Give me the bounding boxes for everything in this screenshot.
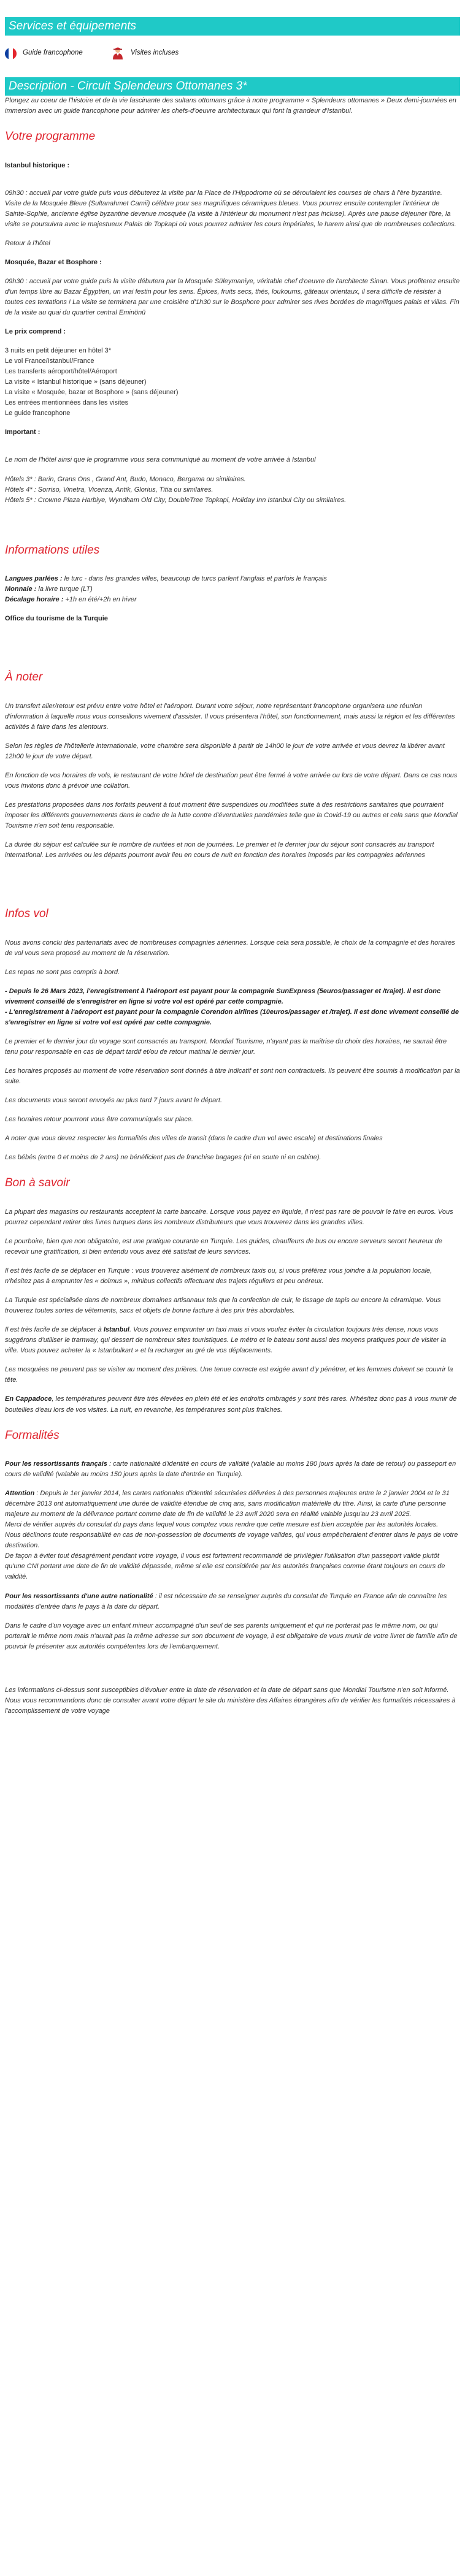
- tip-text: . Vous pouvez emprunter un taxi mais si vous voulez éviter la circulation toujours très dense, nous vous suggérons d'utiliser le tramway, qui dessert de nombreux sites touristiques. Le métro et le bateau sont aussi des moyens pratiques pour de visiter la ville. Vous pouvez acheter la « Istanbulkart » et la recharger au gré de vos déplacements.: [5, 1326, 447, 1355]
- service-label: Guide francophone: [23, 49, 83, 57]
- description-content: [0, 96, 465, 1717]
- include-item: La visite « Istanbul historique » (sans déjeuner): [5, 378, 147, 386]
- france-flag-icon: [5, 48, 17, 59]
- hotels-list: [5, 474, 460, 506]
- programme-title: Votre programme: [5, 130, 96, 143]
- hotel-line: Hôtels 3* : Barin, Grans Ons , Grand Ant, Budo, Monaco, Bergama ou similaires.: [5, 475, 246, 483]
- formality-label: Pour les ressortissants français: [5, 1460, 107, 1468]
- info-timezone: [5, 595, 460, 605]
- services-header: Services et équipements: [5, 17, 460, 36]
- hotel-line: Hôtels 4* : Sorriso, Vinetra, Vicenza, Antik, Glorius, Titia ou similaires.: [5, 486, 213, 493]
- tourism-office: Office du tourisme de la Turquie: [5, 615, 108, 623]
- return-text: Retour à l'hôtel: [5, 239, 50, 247]
- info-value: le turc - dans les grandes villes, beaucoup de turcs parlent l'anglais et parfois le français: [62, 575, 327, 583]
- tip-paragraph: Les mosquées ne peuvent pas se visiter au moment des prières. Une tenue correcte est exigée avant d'y pénétrer, et les femmes doivent se couvrir la tête.: [5, 1366, 453, 1384]
- tour-guide-icon: [111, 47, 125, 60]
- formality-other: [5, 1591, 460, 1612]
- formality-attention: [5, 1488, 460, 1582]
- formality-label: Attention: [5, 1490, 35, 1498]
- tip-paragraph-cappadoce: [5, 1394, 460, 1415]
- service-label: Visites incluses: [130, 49, 179, 57]
- include-item: Le vol France/Istanbul/France: [5, 357, 94, 365]
- attention-line: Nous déclinons toute responsabilité en cas de non-possession de documents de voyage valides, qui vous empêcheraient d'entrer dans le pays de votre destination.: [5, 1531, 458, 1550]
- informations-list: [5, 574, 460, 605]
- intro-text: Plongez au coeur de l'histoire et de la vie fascinante des sultans ottomans grâce à notre programme « Splendeurs ottomanes » Deux demi-journées en immersion avec un guide francophone pour admirer les chefs-d'oeuvre architecturaux qui font la grandeur d'Istanbul.: [5, 97, 456, 115]
- attention-line: Merci de vérifier auprès du consulat du pays dans lequel vous comptez vous rendre que cette mesure est bien acceptée par les autorités locales.: [5, 1521, 439, 1529]
- flight-paragraph: A noter que vous devez respecter les formalités des villes de transit (dans le cadre d'un vol avec escale) et destinations finales: [5, 1135, 383, 1143]
- formality-text: : il est nécessaire de se renseigner auprès du consulat de Turquie en France afin de connaître les modalités d'entrée dans le pays à la date du départ.: [5, 1592, 447, 1610]
- info-currency: [5, 584, 460, 595]
- note-paragraph: Les prestations proposées dans nos forfaits peuvent à tout moment être suspendues ou modifiées suite à des restrictions sanitaires que pourraient imposer les différents gouvernements dans le cadre de la lutte contre d'éventuelles pandémies telle que la Covid-19 ou autres et cela sans que Mondial Tourisme n'en soit tenu responsable.: [5, 801, 458, 830]
- important-title: Important :: [5, 429, 40, 436]
- checkin-warning: - L'enregistrement à l'aéroport est payant pour la compagnie Corendon airlines (10euros/passager et /trajet). Il est donc vivement conseillé de s'enregistrer en ligne si votre vol est opéré par cette compagnie.: [5, 1008, 459, 1026]
- flight-paragraph: Les horaires retour pourront vous être communiqués sur place.: [5, 1116, 193, 1124]
- infos-vol-title: Infos vol: [5, 907, 48, 921]
- description-header: Description - Circuit Splendeurs Ottomanes 3*: [5, 77, 460, 96]
- formality-french: [5, 1459, 460, 1480]
- tip-text: Il est très facile de se déplacer à: [5, 1326, 104, 1334]
- include-item: Le guide francophone: [5, 410, 71, 417]
- include-item: 3 nuits en petit déjeuner en hôtel 3*: [5, 347, 112, 355]
- tip-text: , les températures peuvent être très élevées en plein été et les endroits ombragés y sont très rares. N'hésitez donc pas à vous munir de bouteilles d'eau lors de vos visites. La nuit, en revanche, les températures sont plus fraîches.: [5, 1395, 457, 1414]
- flight-paragraph: Les repas ne sont pas compris à bord.: [5, 968, 120, 976]
- flight-paragraph: Le premier et le dernier jour du voyage sont consacrés au transport. Mondial Tourisme, n'ayant pas la maîtrise du choix des horaires, ne saurait être tenu pour responsable en cas de départ tardif et/ou de retour matinal le dernier jour.: [5, 1038, 447, 1056]
- tip-bold: Istanbul: [103, 1326, 129, 1334]
- formality-minor: Dans le cadre d'un voyage avec un enfant mineur accompagné d'un seul de ses parents uniquement et qui ne porterait pas le même nom, ou qui porterait le même nom mais n'aurait pas la même adresse sur son document de voyage, il est obligatoire de vous munir de votre livret de famille afin de pouvoir le présenter aux autorités compétentes lors de l'embarquement.: [5, 1621, 458, 1650]
- checkin-warning: - Depuis le 26 Mars 2023, l'enregistrement à l'aéroport est payant pour la compagnie SunExpress (5euros/passager et /trajet). Il est donc vivement conseillé de s'enregistrer en ligne si votre vol est opéré par cette compagnie.: [5, 987, 441, 1005]
- includes-list: [5, 346, 460, 419]
- service-item-guide: [5, 47, 83, 60]
- info-label: Monnaie :: [5, 585, 37, 593]
- note-paragraph: La durée du séjour est calculée sur le nombre de nuitées et non de journées. Le premier et le dernier jour du séjour sont consacrés au transport international. Les arrivées ou les départs pourront avoir lieu en cours de nuit en fonction des horaires imposés par les compagnies aériennes: [5, 841, 434, 859]
- day2-text: 09h30 : accueil par votre guide puis la visite débutera par la Mosquée Süleymaniye, véritable chef d'oeuvre de l'architecte Sinan. Vous profiterez ensuite d'un temps libre au Bazar Égyptien, un vrai festin pour les sens. Épices, fruits secs, thés, loukoums, gâteaux orientaux, il sera difficile de résister à toutes ces tentations ! La visite se terminera par une croisière d'1h30 sur le Bosphore pour admirer ses rives bordées de magnifiques palais et villas. Fin de la visite au quai du quartier central Eminönü: [5, 277, 460, 316]
- include-item: La visite « Mosquée, bazar et Bosphore » (sans déjeuner): [5, 389, 179, 397]
- formality-text: : Depuis le 1er janvier 2014, les cartes nationales d'identité sécurisées délivrées à des personnes majeures entre le 2 janvier 2004 et le 31 décembre 2013 ont automatiquement une durée de validité étendue de cinq ans, sans modification matérielle du titre. Ainsi, la carte d'une personne majeure au moment de la délivrance portant comme date de fin de validité le 23 avril 2020 sera en réalité valable jusqu'au 23 avril 2025.: [5, 1490, 450, 1519]
- note-paragraph: Selon les règles de l'hôtellerie internationale, votre chambre sera disponible à partir de 14h00 le jour de votre arrivée et vous devrez la libérer avant 12h00 le jour de votre départ.: [5, 742, 445, 760]
- flight-paragraph: Nous avons conclu des partenariats avec de nombreuses compagnies aériennes. Lorsque cela sera possible, le choix de la compagnie et des horaires de vol vous sera proposé au moment de la réservation.: [5, 939, 455, 957]
- a-noter-title: À noter: [5, 671, 43, 684]
- day1-title: Istanbul historique :: [5, 161, 70, 169]
- formality-label: Pour les ressortissants d'une autre nationalité: [5, 1592, 153, 1600]
- tip-paragraph: La Turquie est spécialisée dans de nombreux domaines artisanaux tels que la confection de cuir, le tissage de tapis ou encore la céramique. Vous trouverez toutes sortes de vêtements, sacs et objets de bonne facture à des prix très abordables.: [5, 1297, 441, 1315]
- info-value: +1h en été/+2h en hiver: [63, 596, 137, 604]
- info-label: Langues parlées :: [5, 575, 63, 583]
- formality-final: Les informations ci-dessus sont susceptibles d'évoluer entre la date de réservation et la date de départ sans que Mondial Tourisme n'en soit informé. Nous vous recommandons donc de consulter avant votre départ le site du ministère des Affaires étrangères afin de vérifier les formalités nécessaires à l'accomplissement de votre voyage: [5, 1686, 456, 1715]
- day1-text: 09h30 : accueil par votre guide puis vous débuterez la visite par la Place de l'Hippodrome où se déroulaient les courses de chars à l'ère byzantine. Visite de la Mosquée Bleue (Sultanahmet Camii) célèbre pour ses magnifiques céramiques bleues. Vous pourrez ensuite contempler l'intérieur de Sainte-Sophie, ancienne église byzantine devenue mosquée (la visite à l'intérieur du monument n'est pas incluse). Après une pause déjeuner libre, la visite se poursuivra avec le majestueux Palais de Topkapi où vous pourrez admirer les cours impériales, le harem ainsi que de nombreuses collections.: [5, 189, 456, 228]
- formalites-title: Formalités: [5, 1428, 60, 1442]
- includes-title: Le prix comprend :: [5, 328, 66, 336]
- bon-a-savoir-title: Bon à savoir: [5, 1176, 70, 1190]
- tip-paragraph: La plupart des magasins ou restaurants acceptent la carte bancaire. Lorsque vous payez en liquide, il n'est pas rare de pouvoir le faire en euros. Vous pourrez cependant retirer des livres turques dans les nombreux distributeurs que vous trouverez dans les grandes villes.: [5, 1208, 453, 1226]
- note-paragraph: En fonction de vos horaires de vols, le restaurant de votre hôtel de destination peut être fermé à votre arrivée ou lors de votre départ. Dans ce cas nous vous invitons donc à prévoir une collation.: [5, 771, 458, 790]
- day2-title: Mosquée, Bazar et Bosphore :: [5, 258, 102, 266]
- informations-title: Informations utiles: [5, 543, 100, 557]
- tip-bold: En Cappadoce: [5, 1395, 52, 1403]
- attention-paragraph: [5, 1488, 460, 1520]
- flight-paragraph: Les horaires proposés au moment de votre réservation sont donnés à titre indicatif et sont non contractuels. Ils peuvent être soumis à modification par la suite.: [5, 1067, 460, 1086]
- flight-paragraph: Les bébés (entre 0 et moins de 2 ans) ne bénéficient pas de franchise bagages (ni en soute ni en cabine).: [5, 1154, 321, 1162]
- info-label: Décalage horaire :: [5, 596, 64, 604]
- service-item-visits: [111, 47, 179, 60]
- important-text: Le nom de l'hôtel ainsi que le programme vous sera communiqué au moment de votre arrivée à Istanbul: [5, 456, 316, 464]
- tip-paragraph: Il est très facile de se déplacer en Turquie : vous trouverez aisément de nombreux taxis ou, si vous préférez vous joindre à la population locale, n'hésitez pas à emprunter les « dolmus », minibus collectifs effectuant des trajets réguliers et peu onéreux.: [5, 1267, 432, 1286]
- hotel-line: Hôtels 5* : Crowne Plaza Harbiye, Wyndham Old City, DoubleTree Topkapi, Holiday Inn Istanbul City ou similaires.: [5, 496, 347, 504]
- attention-line: De façon à éviter tout désagrément pendant votre voyage, il vous est fortement recommandé de privilégier l'utilisation d'un passeport valide plutôt qu'une CNI portant une date de fin de validité dépassée, même si elle est considérée par les autorités françaises comme étant toujours en cours de validité.: [5, 1552, 445, 1581]
- formality-text: : carte nationalité d'identité en cours de validité (valable au moins 180 jours après la date de retour) ou passeport en cours de validité (valable au moins 150 jours après la date d'entrée en Turquie).: [5, 1460, 456, 1479]
- flight-paragraph: Les documents vous seront envoyés au plus tard 7 jours avant le départ.: [5, 1097, 223, 1105]
- include-item: Les entrées mentionnées dans les visites: [5, 399, 129, 407]
- checkin-warnings: [5, 986, 460, 1028]
- services-list: [0, 36, 465, 77]
- tip-paragraph-istanbul: [5, 1325, 460, 1356]
- tip-paragraph: Le pourboire, bien que non obligatoire, est une pratique courante en Turquie. Les guides, chauffeurs de bus ou encore serveurs seront heureux de recevoir une gratification, si bien entendu vous avez été satisfait de leurs services.: [5, 1237, 442, 1256]
- note-paragraph: Un transfert aller/retour est prévu entre votre hôtel et l'aéroport. Durant votre séjour, notre représentant francophone organisera une réunion d'information à laquelle nous vous conseillons vivement d'assister. Il vous présentera l'hôtel, son fonctionnement, mais aussi la région et les différentes activités à faire dans les alentours.: [5, 702, 455, 731]
- info-languages: [5, 574, 460, 584]
- include-item: Les transferts aéroport/hôtel/Aéroport: [5, 368, 117, 376]
- info-value: la livre turque (LT): [36, 585, 93, 593]
